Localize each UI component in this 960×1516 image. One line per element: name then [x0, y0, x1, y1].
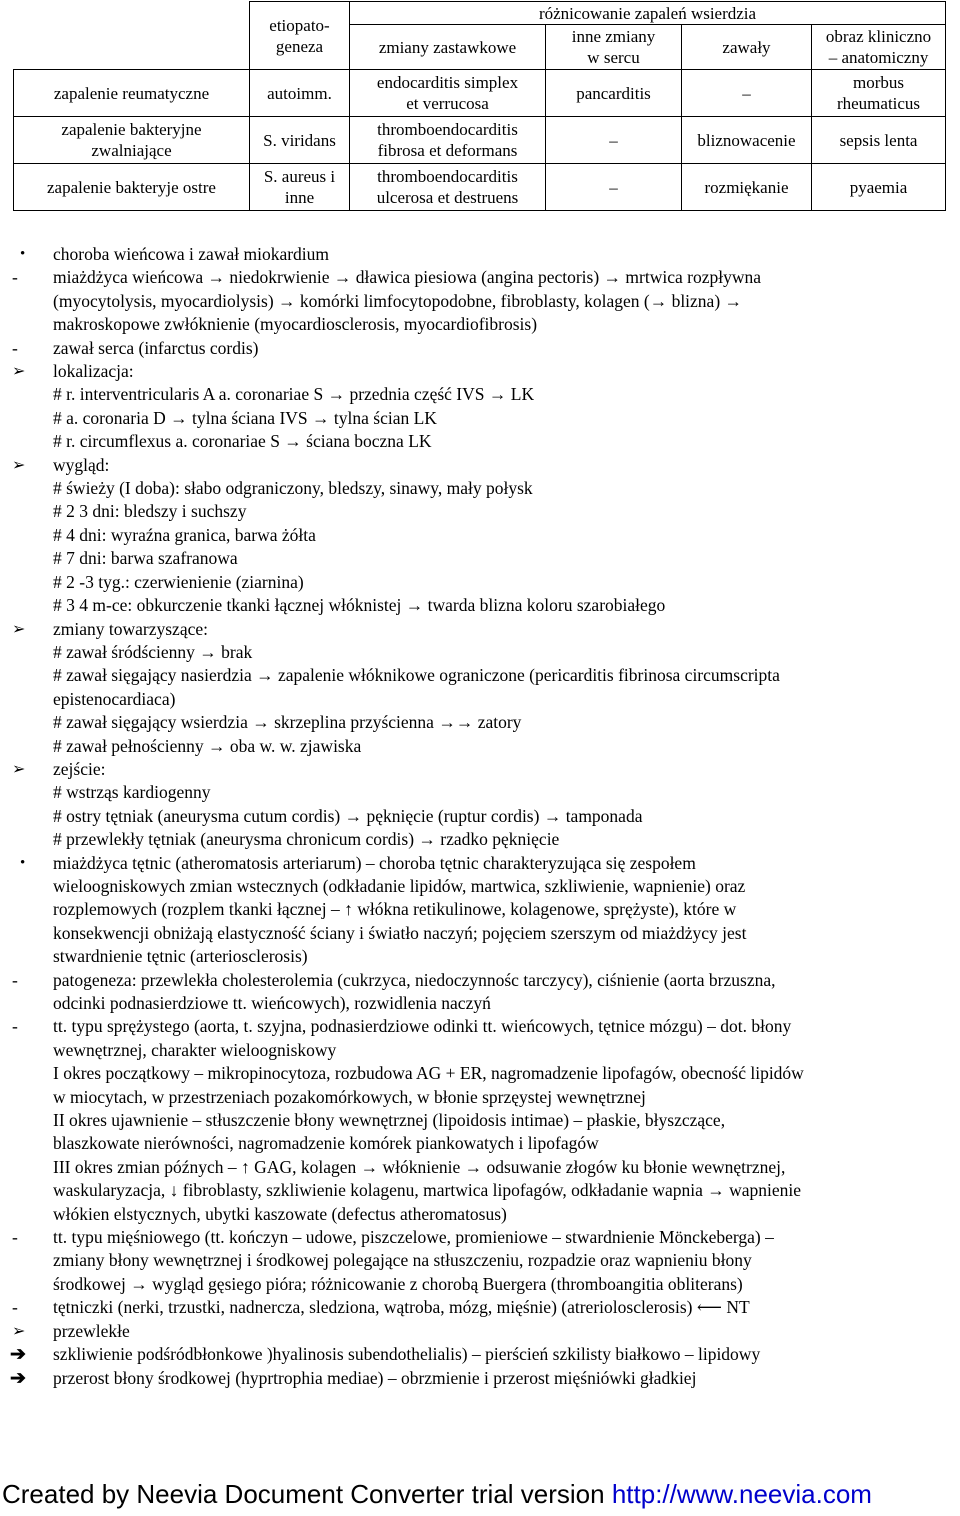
list-marker: ➢	[12, 456, 26, 474]
header-etiology	[250, 2, 350, 70]
cell-line: zapalenie reumatyczne	[53, 83, 210, 103]
text-line	[0, 875, 950, 898]
list-marker: ➢	[12, 620, 26, 638]
text-line	[0, 1343, 950, 1366]
text-line	[0, 758, 950, 781]
text-line	[0, 313, 950, 336]
document-body	[0, 243, 950, 1390]
line-text: odcinki podnasierdziowe tt. wieńcowych), rozwidlenia naczyń	[53, 993, 491, 1013]
cell-other	[546, 164, 682, 211]
text-line	[0, 992, 950, 1015]
cell-name	[14, 164, 250, 211]
line-text: II okres ujawnienie – stłuszczenie błony wewnętrznej (lipoidosis intimae) – płaskie, błyszczące,	[53, 1110, 726, 1131]
line-text: patogeneza: przewlekła cholesterolemia (cukrzyca, niedoczynnośc tarczycy), ciśnienie (aorta brzuszna,	[53, 969, 776, 990]
line-text: # przewlekły tętniak (aneurysma chronicum cordis) → rzadko pęknięcie	[53, 829, 560, 850]
cell-other	[546, 70, 682, 117]
cell-line: bliznowacenie	[697, 130, 796, 150]
list-marker: ➔	[10, 1367, 26, 1389]
line-text: zawał serca (infarctus cordis)	[53, 337, 259, 358]
text-line	[0, 477, 950, 500]
cell-line: sepsis lenta	[839, 130, 918, 150]
line-text: tętniczki (nerki, trzustki, nadnercza, sledziona, wątroba, mózg, mięśnie) (atreriolosclerosis) ⟵ NT	[53, 1297, 750, 1318]
line-text: # 2 -3 tyg.: czerwienienie (ziarnina)	[53, 571, 304, 592]
text-line	[0, 290, 950, 313]
text-line	[0, 1320, 950, 1343]
line-text: miażdżyca wieńcowa → niedokrwienie → dławica piesiowa (angina pectoris) → mrtwica rozpływna	[53, 267, 761, 288]
line-text: w miocytach, w przestrzeniach pozakomórkowych, w błonie sprzęystej wewnętrznej	[53, 1086, 646, 1107]
header-clinical-line1: obraz kliniczno	[825, 27, 932, 46]
line-text: lokalizacja:	[53, 361, 134, 382]
table-row	[14, 164, 946, 211]
text-line	[0, 828, 950, 851]
cell-line: rozmiękanie	[704, 177, 789, 197]
cell-line: –	[742, 83, 751, 103]
line-text: zmiany towarzyszące:	[53, 618, 208, 639]
cell-line: et verrucosa	[406, 94, 489, 113]
text-line	[0, 1249, 950, 1272]
text-line	[0, 711, 950, 734]
text-line	[0, 524, 950, 547]
cell-line: inne	[284, 188, 315, 207]
text-line	[0, 1086, 950, 1109]
header-infarcts: zawały	[682, 25, 812, 70]
text-line	[0, 1273, 950, 1296]
cell-clinical	[812, 70, 946, 117]
line-text: # zawał sięgający nasierdzia → zapalenie włóknikowe ograniczone (pericarditis fibrinosa circumscripta	[53, 665, 780, 686]
list-marker: -	[12, 337, 18, 358]
differential-table	[13, 1, 946, 211]
line-text: stwardnienie tętnic (arteriosclerosis)	[53, 946, 308, 967]
line-text: makroskopowe zwłóknienie (myocardiosclerosis, myocardiofibrosis)	[53, 314, 538, 335]
header-other-changes	[546, 25, 682, 70]
cell-valve	[350, 117, 546, 164]
line-text: tt. typu mięśniowego (tt. kończyn – udowe, piszczelowe, promieniowe – stwardnienie Mönckeberga) –	[53, 1227, 774, 1248]
cell-line: endocarditis simplex	[376, 73, 519, 92]
cell-line: zwalniające	[91, 141, 172, 160]
text-line	[0, 641, 950, 664]
cell-line: S. viridans	[263, 130, 336, 150]
line-text: miażdżyca tętnic (atheromatosis arteriarum) – choroba tętnic charakteryzująca się zespołem	[53, 852, 696, 873]
cell-other	[546, 117, 682, 164]
line-text: wygląd:	[53, 454, 110, 475]
line-text: waskularyzacja, ↓ fibroblasty, szkliwienie kolagenu, martwica lipofagów, odkładanie wapnia → wapnienie	[53, 1180, 802, 1201]
line-text: zmiany błony wewnętrznej i środkowej polegające na stłuszczeniu, rozpadzie oraz wapnieniu błony	[53, 1250, 752, 1271]
cell-line: S. aureus i	[263, 167, 336, 186]
line-text: # 3 4 m-ce: obkurczenie tkanki łącznej włóknistej → twarda blizna koloru szarobiałego	[53, 595, 666, 616]
text-line	[0, 1226, 950, 1249]
text-line	[0, 852, 950, 875]
list-marker: -	[12, 267, 18, 288]
header-etiology-line1: etiopato-	[269, 15, 330, 35]
cell-line: –	[609, 130, 618, 150]
text-line	[0, 688, 950, 711]
footer-link[interactable]: http://www.neevia.com	[611, 1479, 872, 1509]
list-marker: -	[12, 1016, 18, 1037]
line-text: # świeży (I doba): słabo odgraniczony, bledszy, sinawy, mały połysk	[53, 478, 533, 499]
text-line	[0, 454, 950, 477]
cell-line: –	[609, 177, 618, 197]
line-text: # a. coronaria D → tylna ściana IVS → tylna ścian LK	[53, 407, 437, 428]
list-marker: ➢	[12, 363, 26, 381]
text-line	[0, 430, 950, 453]
cell-infarcts	[682, 70, 812, 117]
list-marker: -	[12, 969, 18, 990]
text-line	[0, 383, 950, 406]
text-line	[0, 1062, 950, 1085]
line-text: # zawał sięgający wsierdzia → skrzeplina przyścienna →→ zatory	[53, 712, 522, 733]
line-text: # 2 3 dni: bledszy i suchszy	[53, 501, 247, 522]
text-line	[0, 945, 950, 968]
table-title: różnicowanie zapaleń wsierdzia	[350, 2, 946, 25]
line-text: przewlekłe	[53, 1320, 130, 1341]
text-line	[0, 1179, 950, 1202]
list-marker: •	[20, 854, 26, 871]
line-text: # 7 dni: barwa szafranowa	[53, 548, 238, 569]
line-text: # ostry tętniak (aneurysma cutum cordis) → pęknięcie (ruptur cordis) → tamponada	[53, 805, 643, 826]
table-row	[14, 117, 946, 164]
line-text: III okres zmian późnych – ↑ GAG, kolagen → włóknienie → odsuwanie złogów ku błonie wewnętrznej,	[53, 1156, 786, 1177]
text-line	[0, 337, 950, 360]
footer-text: Created by Neevia Document Converter trial version	[2, 1479, 612, 1509]
cell-line: zapalenie bakteryjne	[61, 120, 202, 139]
line-text: tt. typu sprężystego (aorta, t. szyjna, podnasierdziowe odinki tt. wieńcowych, tętnice mózgu) – dot. błony	[53, 1016, 792, 1037]
text-line	[0, 243, 950, 266]
cell-etiology	[250, 117, 350, 164]
cell-clinical	[812, 164, 946, 211]
text-line	[0, 1039, 950, 1062]
text-line	[0, 618, 950, 641]
cell-line: ulcerosa et destruens	[376, 188, 519, 207]
line-text: epistenocardiaca)	[53, 688, 176, 709]
header-clinical	[812, 25, 946, 70]
text-line	[0, 781, 950, 804]
text-line	[0, 1109, 950, 1132]
text-line	[0, 360, 950, 383]
line-text: konsekwencji obniżają elastyczność ściany i światło naczyń; pojęciem szerszym od miażdżycy jest	[53, 922, 747, 943]
cell-clinical	[812, 117, 946, 164]
cell-line: thromboendocarditis	[377, 120, 518, 139]
cell-infarcts	[682, 117, 812, 164]
text-line	[0, 266, 950, 289]
text-line	[0, 571, 950, 594]
text-line	[0, 922, 950, 945]
list-marker: •	[20, 246, 26, 262]
line-text: # r. interventricularis A a. coronariae S → przednia część IVS → LK	[53, 384, 535, 405]
text-line	[0, 500, 950, 523]
text-line	[0, 969, 950, 992]
cell-line: zapalenie bakteryje ostre	[47, 177, 216, 197]
cell-valve	[350, 70, 546, 117]
header-etiology-line2: geneza	[275, 36, 324, 56]
list-marker: -	[12, 1297, 18, 1318]
text-line	[0, 664, 950, 687]
line-text: włókien elstycznych, ubytki kaszowate (defectus atheromatosus)	[53, 1203, 507, 1224]
text-line	[0, 898, 950, 921]
cell-name	[14, 117, 250, 164]
text-line	[0, 1203, 950, 1226]
footer-watermark	[2, 1478, 960, 1510]
cell-line: thromboendocarditis	[377, 167, 518, 186]
text-line	[0, 407, 950, 430]
cell-line: autoimm.	[267, 83, 332, 103]
cell-valve	[350, 164, 546, 211]
header-valve-changes: zmiany zastawkowe	[350, 25, 546, 70]
line-text: środkowej → wygląd gęsiego pióra; różnicowanie z chorobą Buergera (thromboangitia obliterans)	[53, 1273, 743, 1294]
cell-line: fibrosa et deformans	[377, 141, 518, 160]
text-line	[0, 1367, 950, 1390]
text-line	[0, 735, 950, 758]
line-text: zejście:	[53, 758, 106, 779]
header-clinical-line2: – anatomiczny	[828, 48, 929, 67]
line-text: rozplemowych (rozplem tkanki łącznej – ↑ włókna retikulinowe, kolagenowe, sprężyste), które w	[53, 899, 737, 920]
text-line	[0, 1156, 950, 1179]
table-row	[14, 70, 946, 117]
line-text: szkliwienie podśródbłonkowe )hyalinosis subendothelialis) – pierścień szkilisty białkowo – lipidowy	[53, 1344, 761, 1365]
line-text: # zawał pełnościenny → oba w. w. zjawiska	[53, 735, 362, 756]
line-text: przerost błony środkowej (hyprtrophia mediae) – obrzmienie i przerost mięśniówki gładkiej	[53, 1367, 697, 1388]
text-line	[0, 1132, 950, 1155]
cell-name	[14, 70, 250, 117]
cell-etiology	[250, 70, 350, 117]
text-line	[0, 594, 950, 617]
line-text: # r. circumflexus a. coronariae S → ściana boczna LK	[53, 431, 432, 452]
header-other-line2: w sercu	[587, 48, 640, 67]
cell-line: pancarditis	[576, 83, 651, 103]
cell-line: morbus	[853, 73, 905, 92]
cell-line: rheumaticus	[836, 94, 921, 113]
list-marker: ➢	[12, 760, 26, 778]
table-corner-cell	[14, 2, 250, 70]
cell-infarcts	[682, 164, 812, 211]
line-text: # wstrząs kardiogenny	[53, 782, 211, 803]
line-text: I okres początkowy – mikropinocytoza, rozbudowa AG + ER, nagromadzenie lipofagów, obecność lipidów	[53, 1063, 804, 1084]
cell-etiology	[250, 164, 350, 211]
list-marker: ➔	[10, 1344, 26, 1366]
text-line	[0, 547, 950, 570]
line-text: wewnętrznej, charakter wieloogniskowy	[53, 1039, 337, 1060]
list-marker: -	[12, 1227, 18, 1248]
line-text: (myocytolysis, myocardiolysis) → komórki limfocytopodobne, fibroblasty, kolagen (→ blizna) →	[53, 290, 743, 311]
text-line	[0, 1296, 950, 1319]
text-line	[0, 1015, 950, 1038]
line-text: choroba wieńcowa i zawał miokardium	[53, 244, 330, 264]
line-text: blaszkowate nierówności, nagromadzenie komórek piankowatych i lipofagów	[53, 1133, 599, 1154]
line-text: # zawał śródścienny → brak	[53, 641, 253, 662]
line-text: # 4 dni: wyraźna granica, barwa żółta	[53, 524, 316, 545]
line-text: wieloogniskowych zmian wstecznych (odkładanie lipidów, martwica, szkliwienie, wapnienie) oraz	[53, 875, 746, 896]
cell-line: pyaemia	[849, 177, 908, 197]
text-line	[0, 805, 950, 828]
header-other-line1: inne zmiany	[571, 27, 656, 46]
list-marker: ➢	[12, 1322, 26, 1340]
